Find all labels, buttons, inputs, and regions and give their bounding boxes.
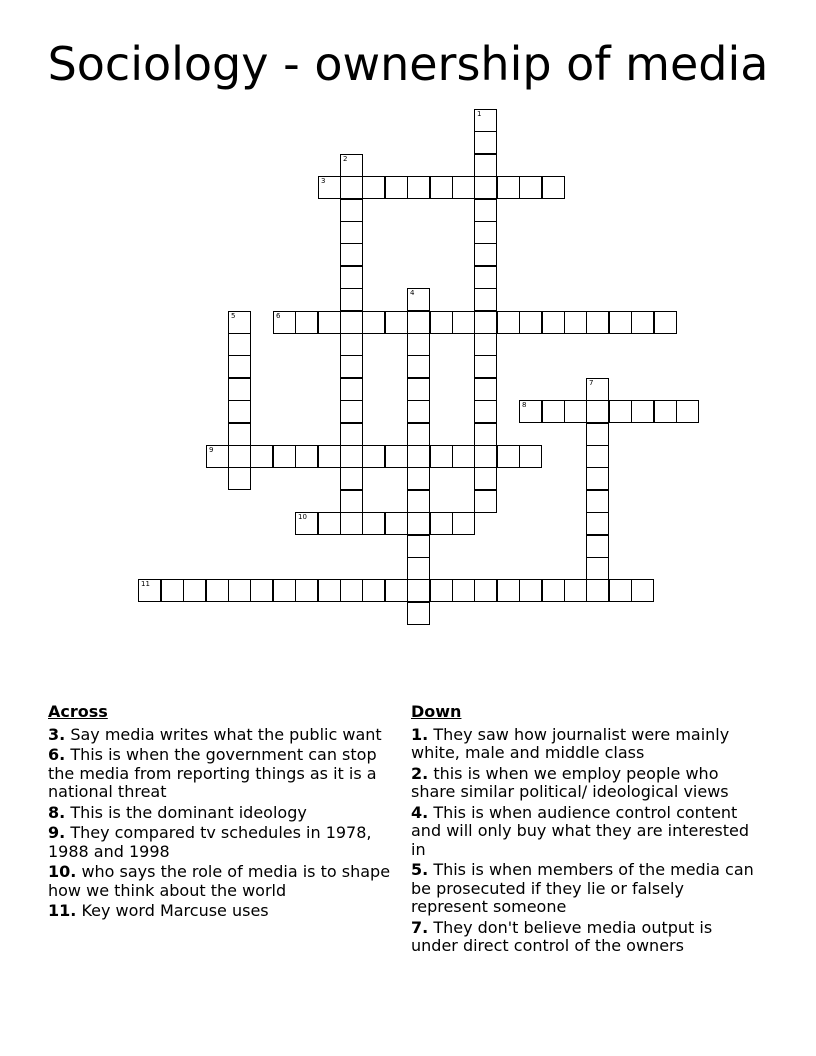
crossword-cell[interactable] <box>474 221 497 244</box>
clue-number: 7. <box>411 917 429 937</box>
crossword-cell[interactable] <box>340 512 363 535</box>
crossword-cell[interactable] <box>542 176 565 199</box>
crossword-cell[interactable] <box>250 579 273 602</box>
crossword-cell[interactable] <box>340 221 363 244</box>
clue-number: 2. <box>411 763 429 783</box>
crossword-cell[interactable] <box>407 311 430 334</box>
crossword-cell[interactable] <box>407 333 430 356</box>
across-clues <box>48 703 393 923</box>
crossword-cell[interactable] <box>631 400 654 423</box>
crossword-cell[interactable] <box>228 311 251 334</box>
crossword-cell[interactable] <box>340 333 363 356</box>
crossword-cell[interactable] <box>430 176 453 199</box>
crossword-cell[interactable] <box>228 423 251 446</box>
crossword-cell[interactable] <box>609 579 632 602</box>
crossword-cell[interactable] <box>452 176 475 199</box>
crossword-cell[interactable] <box>430 445 453 468</box>
down-clue <box>411 765 761 802</box>
crossword-cell[interactable] <box>407 557 430 580</box>
crossword-cell[interactable] <box>474 423 497 446</box>
crossword-cell[interactable] <box>250 445 273 468</box>
crossword-cell[interactable] <box>362 579 385 602</box>
clue-text: This is when audience control content and will only buy what they are interested in <box>411 802 750 859</box>
down-clue <box>411 919 761 956</box>
across-clue <box>48 804 393 823</box>
across-clue <box>48 824 393 861</box>
crossword-cell[interactable] <box>340 467 363 490</box>
clue-text: This is when members of the media can be prosecuted if they lie or falsely represent someone <box>411 860 754 916</box>
crossword-cell[interactable] <box>407 288 430 311</box>
crossword-cell[interactable] <box>474 333 497 356</box>
crossword-cell[interactable] <box>385 176 408 199</box>
crossword-cell[interactable] <box>340 266 363 289</box>
crossword-cell[interactable] <box>586 579 609 602</box>
crossword-cell[interactable] <box>228 355 251 378</box>
cell-number: 7 <box>589 379 594 387</box>
crossword-cell[interactable] <box>519 579 542 602</box>
crossword-cell[interactable] <box>407 423 430 446</box>
crossword-cell[interactable] <box>631 311 654 334</box>
crossword-cell[interactable] <box>474 467 497 490</box>
across-clue <box>48 726 393 745</box>
crossword-cell[interactable] <box>497 579 520 602</box>
crossword-cell[interactable] <box>273 445 296 468</box>
clue-number: 3. <box>48 724 66 744</box>
crossword-cell[interactable] <box>407 445 430 468</box>
crossword-cell[interactable] <box>340 311 363 334</box>
crossword-cell[interactable] <box>474 176 497 199</box>
clue-number: 9. <box>48 823 66 842</box>
crossword-cell[interactable] <box>474 490 497 513</box>
crossword-cell[interactable] <box>295 311 318 334</box>
crossword-cell[interactable] <box>452 512 475 535</box>
crossword-cell[interactable] <box>519 311 542 334</box>
crossword-cell[interactable] <box>519 400 542 423</box>
clue-number: 4. <box>411 802 429 822</box>
clue-text: They don't believe media output is under direct control of the owners <box>411 917 713 955</box>
crossword-cell[interactable] <box>385 512 408 535</box>
crossword-cell[interactable] <box>586 512 609 535</box>
down-clues <box>411 703 761 958</box>
crossword-cell[interactable] <box>407 602 430 625</box>
crossword-cell[interactable] <box>474 400 497 423</box>
crossword-cell[interactable] <box>340 378 363 401</box>
crossword-cell[interactable] <box>138 579 161 602</box>
crossword-cell[interactable] <box>228 378 251 401</box>
crossword-cell[interactable] <box>586 378 609 401</box>
crossword-cell[interactable] <box>340 490 363 513</box>
crossword-cell[interactable] <box>407 467 430 490</box>
crossword-cell[interactable] <box>385 579 408 602</box>
crossword-cell[interactable] <box>273 579 296 602</box>
down-clue <box>411 726 761 763</box>
crossword-cell[interactable] <box>519 176 542 199</box>
clue-text: This is the dominant ideology <box>70 802 307 822</box>
crossword-cell[interactable] <box>295 445 318 468</box>
crossword-cell[interactable] <box>452 445 475 468</box>
crossword-cell[interactable] <box>474 131 497 154</box>
crossword-cell[interactable] <box>474 579 497 602</box>
clue-text: They compared tv schedules in 1978, 1988 and 1998 <box>48 823 372 861</box>
crossword-cell[interactable] <box>318 176 341 199</box>
crossword-cell[interactable] <box>407 490 430 513</box>
crossword-cell[interactable] <box>183 579 206 602</box>
cell-number: 2 <box>343 155 348 163</box>
crossword-cell[interactable] <box>542 400 565 423</box>
crossword-cell[interactable] <box>452 311 475 334</box>
crossword-cell[interactable] <box>586 557 609 580</box>
crossword-cell[interactable] <box>318 579 341 602</box>
across-clue <box>48 863 393 900</box>
crossword-cell[interactable] <box>474 355 497 378</box>
crossword-cell[interactable] <box>474 311 497 334</box>
crossword-cell[interactable] <box>407 512 430 535</box>
crossword-cell[interactable] <box>161 579 184 602</box>
clue-text: This is when the government can stop the media from reporting things as it is a national threat <box>48 745 377 801</box>
clue-number: 10. <box>48 862 77 881</box>
page-title: Sociology - ownership of media <box>47 37 769 91</box>
crossword-cell[interactable] <box>654 400 677 423</box>
crossword-cell[interactable] <box>318 445 341 468</box>
crossword-cell[interactable] <box>474 199 497 222</box>
cell-number: 9 <box>209 446 214 454</box>
crossword-cell[interactable] <box>564 311 587 334</box>
crossword-cell[interactable] <box>474 109 497 132</box>
crossword-cell[interactable] <box>586 535 609 558</box>
clue-text: Key word Marcuse uses <box>81 901 269 920</box>
crossword-cell[interactable] <box>497 445 520 468</box>
cell-number: 6 <box>276 312 281 320</box>
crossword-cell[interactable] <box>295 512 318 535</box>
crossword-cell[interactable] <box>676 400 699 423</box>
crossword-cell[interactable] <box>273 311 296 334</box>
clue-number: 11. <box>48 901 77 920</box>
crossword-cell[interactable] <box>474 378 497 401</box>
crossword-cell[interactable] <box>497 311 520 334</box>
crossword-cell[interactable] <box>228 400 251 423</box>
down-clue <box>411 804 761 860</box>
crossword-cell[interactable] <box>340 243 363 266</box>
across-heading: Across <box>48 702 108 721</box>
crossword-cell[interactable] <box>430 311 453 334</box>
crossword-cell[interactable] <box>474 243 497 266</box>
down-clue <box>411 861 761 917</box>
cell-number: 3 <box>321 177 326 185</box>
crossword-cell[interactable] <box>362 512 385 535</box>
crossword-cell[interactable] <box>519 445 542 468</box>
crossword-cell[interactable] <box>362 176 385 199</box>
crossword-cell[interactable] <box>407 378 430 401</box>
across-clue <box>48 746 393 802</box>
crossword-cell[interactable] <box>497 176 520 199</box>
crossword-cell[interactable] <box>474 288 497 311</box>
across-clue <box>48 902 393 921</box>
crossword-cell[interactable] <box>340 445 363 468</box>
crossword-cell[interactable] <box>340 579 363 602</box>
crossword-cell[interactable] <box>609 311 632 334</box>
crossword-cell[interactable] <box>228 579 251 602</box>
crossword-cell[interactable] <box>586 467 609 490</box>
crossword-cell[interactable] <box>340 199 363 222</box>
crossword-cell[interactable] <box>407 176 430 199</box>
crossword-cell[interactable] <box>385 311 408 334</box>
crossword-cell[interactable] <box>586 445 609 468</box>
down-heading: Down <box>411 702 462 721</box>
crossword-cell[interactable] <box>318 512 341 535</box>
crossword-cell[interactable] <box>340 154 363 177</box>
clue-text: this is when we employ people who share similar political/ ideological views <box>411 763 729 801</box>
clue-number: 6. <box>48 745 66 764</box>
crossword-cell[interactable] <box>340 423 363 446</box>
cell-number: 4 <box>410 289 415 297</box>
clue-text: who says the role of media is to shape how we think about the world <box>48 862 391 900</box>
clue-text: Say media writes what the public want <box>70 724 382 744</box>
crossword-cell[interactable] <box>340 400 363 423</box>
cell-number: 11 <box>141 580 150 588</box>
crossword-cell[interactable] <box>542 311 565 334</box>
crossword-cell[interactable] <box>407 579 430 602</box>
crossword-cell[interactable] <box>586 311 609 334</box>
crossword-cell[interactable] <box>474 154 497 177</box>
crossword-cell[interactable] <box>452 579 475 602</box>
crossword-cell[interactable] <box>228 445 251 468</box>
crossword-cell[interactable] <box>407 355 430 378</box>
crossword-cell[interactable] <box>564 579 587 602</box>
crossword-cell[interactable] <box>586 400 609 423</box>
clue-number: 1. <box>411 724 429 744</box>
crossword-cell[interactable] <box>385 445 408 468</box>
crossword-cell[interactable] <box>318 311 341 334</box>
crossword-cell[interactable] <box>430 512 453 535</box>
crossword-cell[interactable] <box>407 535 430 558</box>
crossword-cell[interactable] <box>206 445 229 468</box>
crossword-cell[interactable] <box>206 579 229 602</box>
crossword-cell[interactable] <box>631 579 654 602</box>
crossword-cell[interactable] <box>362 311 385 334</box>
crossword-cell[interactable] <box>542 579 565 602</box>
crossword-cell[interactable] <box>586 423 609 446</box>
crossword-cell[interactable] <box>340 355 363 378</box>
crossword-cell[interactable] <box>407 400 430 423</box>
crossword-cell[interactable] <box>228 467 251 490</box>
clue-number: 5. <box>411 860 429 879</box>
crossword-cell[interactable] <box>586 490 609 513</box>
clue-text: They saw how journalist were mainly white, male and middle class <box>411 724 730 762</box>
crossword-cell[interactable] <box>474 266 497 289</box>
crossword-cell[interactable] <box>564 400 587 423</box>
crossword-cell[interactable] <box>474 445 497 468</box>
crossword-cell[interactable] <box>609 400 632 423</box>
crossword-cell[interactable] <box>228 333 251 356</box>
crossword-cell[interactable] <box>362 445 385 468</box>
crossword-cell[interactable] <box>654 311 677 334</box>
crossword-cell[interactable] <box>340 176 363 199</box>
cell-number: 8 <box>522 401 527 409</box>
cell-number: 5 <box>231 312 236 320</box>
crossword-cell[interactable] <box>430 579 453 602</box>
clue-number: 8. <box>48 802 66 822</box>
crossword-cell[interactable] <box>340 288 363 311</box>
crossword-cell[interactable] <box>295 579 318 602</box>
cell-number: 1 <box>477 110 482 118</box>
cell-number: 10 <box>298 513 307 521</box>
